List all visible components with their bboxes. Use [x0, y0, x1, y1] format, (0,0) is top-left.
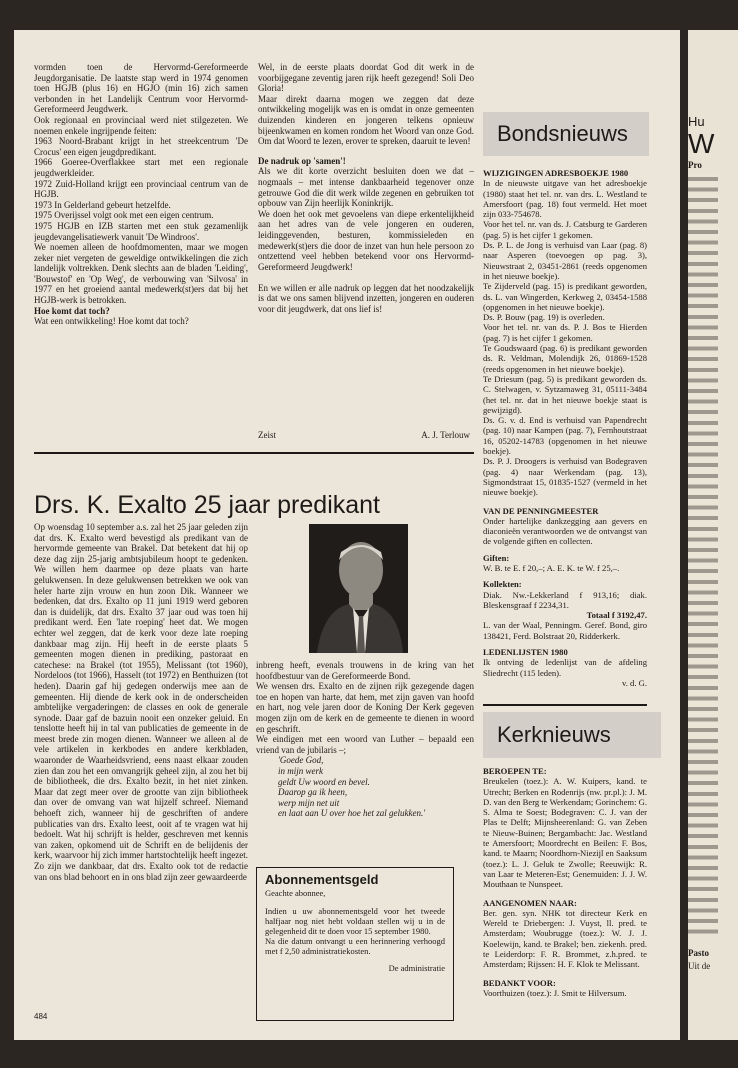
poem-line: Daarop ga ik heen, [278, 787, 348, 798]
article-title: Drs. K. Exalto 25 jaar predikant [34, 491, 380, 519]
bondsnieuws-column [483, 168, 647, 698]
bonds-heading-3: Giften: [483, 552, 510, 563]
bonds-heading-6: LEDENLIJSTEN 1980 [483, 647, 568, 658]
bonds-text-2: Onder hartelijke dankzegging aan gevers en diaconieën verantwoorden we de ontvangst van de volgende giften en collecten. [483, 515, 647, 547]
next-page-text [688, 174, 718, 934]
kerknieuws-title: Kerknieuws [497, 722, 611, 747]
kerk-heading-1: BEROEPEN TE: [483, 766, 547, 776]
sign-right: A. J. Terlouw [421, 430, 470, 440]
top-col2-heading: De nadruk op 'samen'! [258, 155, 346, 166]
bondsnieuws-box [483, 112, 649, 156]
poem-line: geldt Uw woord en bevel. [278, 776, 370, 787]
next-page-title: W [688, 128, 715, 159]
kerk-text-2: Ber. gen. syn. NHK tot directeur Kerk en Wereld te Driebergen: J. Vuyst, ll. pred. te Amsterdam; Woubrugge (toez.): W. J. J. Koelewijn, kand. te Brakel; ben. ziekenh. pred. te Leiderdorp: F. R. Brommet, z.h.pred. te Amsterdam; Rijssen: H. F. Klok te Melissant. [483, 907, 647, 970]
bonds-sign: v. d. G. [622, 677, 647, 688]
portrait-photo [309, 524, 408, 653]
next-page-last: Uit de [688, 961, 711, 971]
bonds-rule [483, 704, 647, 706]
article-column-2 [256, 660, 474, 860]
top-col2-text-b: Als we dit korte overzicht besluiten doen we dat – nogmaals – met intense dankbaarheid tegenover onze getrouwe God die dit werk wilde zegenen en gebruiken tot opbouw van Zijn heerlijk Koninkrijk. We doen het ook met gevoelens van diepe erkentelijkheid aan het adres van de vele jongeren en ouderen, leidinggevenden, besturen, kommissieleden en medewerk(st)ers die door de inzet van hun hele persoon zo ontzettend veel hebben betekend voor ons Hervormd-Gereformeerd Jeugdwerk! En we willen er alle nadruk op leggen dat het noodzakelijk is dat we ons samen blijvend inzetten, jongeren en ouderen voor dit jeugdwerk, dat ons lief is! [258, 166, 474, 315]
poem-line: in mijn werk [278, 765, 323, 776]
subscription-box [256, 867, 454, 1021]
kerknieuws-box [483, 712, 661, 758]
bonds-heading-4: Kollekten: [483, 579, 522, 590]
top-col1-last: Wat een ontwikkeling! Hoe komt dat toch? [34, 316, 189, 327]
bonds-total: Totaal f 3192,47. [586, 610, 647, 621]
kerk-text-1: Breukelen (toez.): A. W. Kuipers, kand. te Utrecht; Berken en Rodenrijs (nw. pr.pl.): J. M. D. van den Berg te Werkendam; Gorinchem: G. S. Alma te Soest; Bodegraven: C. J. van der Plas te Delft; Mijnsheerenland: G. van Zeben te Nieuw-Buinen; Bergambacht: Jac. Westland te Amersfoort; Moordrecht en Beilen: F. Bos, kand. te Maarn; Noordhorn-Niezijl en Saaksum (toez.): L. J. Geluk te Zwolle; Reeuwijk: R. van Laar te Meteren-Est; Genemuiden: J. J. W. Mouthaan te Nunspeet. [483, 776, 647, 890]
kerknieuws-column [483, 766, 647, 1016]
bonds-heading-2: VAN DE PENNINGMEESTER [483, 505, 599, 516]
poem-line: en laat aan U over hoe het zal gelukken.' [278, 808, 426, 819]
bonds-text-4: Diak. Nw.-Lekkerland f 913,16; diak. Bleskensgraaf f 2234,31. [483, 589, 647, 610]
bonds-text-1: In de nieuwste uitgave van het adresboekje (1980) staat het tel. nr. van drs. L. Westland te Amersfoort (pag. 18) fout vermeld. Het moet zijn 033-754678. Voor het tel. nr. van ds. J. Catsburg te Garderen (pag. 5) is het cijfer 1 gekomen. Ds. P. L. de Jong is verhuisd van Laar (pag. 8) naar Asperen (toevoegen op pag. 3), Nieuwstraat 2, 03451-2861 (reeds opgenomen in het nieuwe boekje). Te Zijderveld (pag. 15) is predikant geworden, ds. L. van Wingerden, Kerkweg 2, 03454-1588 (opgenomen in het nieuwe boekje). Ds. P. Bouw (pag. 19) is overleden. Voor het tel. nr. van ds. P. J. Bos te Hierden (pag. 7) is het cijfer 1 gekomen. Te Goudswaard (pag. 6) is predikant geworden ds. R. Veldman, Molendijk 26, 01869-1528 (reeds opgenomen in het nieuwe boekje). Te Driesum (pag. 5) is predikant geworden ds. C. Stelwagen, v. Sytzamaweg 31, 05111-3484 (het tel. nr. dat in het nieuwe boekje staat is gewijzigd). Ds. G. v. d. End is verhuisd van Papendrecht (pag. 10) naar Kampen (pag. 7), Fernhoutstraat 16, 05202-14783 (opgenomen in het nieuwe boekje). Ds. P. J. Droogers is verhuisd van Bodegraven (pag. 4) naar Werkendam (pag. 13), Sigmondstraat 15, 01835-1527 (vermeld in het nieuwe boekje). [483, 178, 647, 498]
bonds-heading-1: WIJZIGINGEN ADRESBOEKJE 1980 [483, 168, 629, 178]
top-column-2 [258, 62, 474, 426]
kerk-heading-2: AANGENOMEN NAAR: [483, 897, 577, 908]
subscription-sign: De administratie [388, 963, 445, 973]
kerk-text-3: Voorthuizen (toez.): J. Smit te Hilversum. [483, 987, 627, 998]
luther-poem [256, 755, 474, 819]
top-col1-heading: Hoe komt dat toch? [34, 305, 110, 316]
signature-line [258, 430, 474, 442]
bonds-text-6: Ik ontving de ledenlijst van de afdeling Sliedrecht (115 leden). [483, 657, 647, 678]
article-column-1 [34, 522, 248, 1010]
top-col2-text: Wel, in de eerste plaats doordat God dit werk in de voorbijgegane zeventig jaren rijk heeft gezegend! Soli Deo Gloria! Maar direkt daarna mogen we zeggen dat deze ontwikkeling mogelijk was en is omdat in onze gemeenten duizenden kinderen en jongeren telkens opnieuw bijeenkwamen en komen rondom het Woord van onze God. Om dat Woord te lezen, erover te spreken, daaruit te leven! [258, 62, 474, 147]
top-column-1 [34, 62, 248, 442]
article-col1-text: Op woensdag 10 september a.s. zal het 25 jaar geleden zijn dat drs. K. Exalto werd bevestigd als predikant van de hervormde gemeente van Brakel. Dat betekent dat hij op deze dag zijn 25-jarig ambtsjubileum hoopt te gedenken. We willen hem daarmee op deze plaats van harte gelukwensen. In deze gelukwensen betrekken we ook van heler harte zijn vrouw en hun zoon Dik. Wanneer we bedenken, dat drs. Exalto op 11 juni 1919 werd geboren dan is duidelijk, dat drs. Exalto 37 jaar oud was toen hij predikant werd. Een 'late roeping' heet dat. We mogen echter wel zeggen, dat de kerk voor deze late roeping dankbaar mag zijn. Hij heeft in de eerste plaats 5 gemeenten mogen dienen in prediking, pastoraat en catechese: na Brakel (tot 1955), Melissant (tot 1960), Nordeloos (tot 1966), Hasselt (tot 1972) en Benthuizen (tot heden). Daarin gaf hij gedegen onderwijs mee aan de gemeenten. Hij diende de kerk ook in de onderscheiden ambtelijke vergaderingen: de classes en ook de generale synode. Daar gaf de bazuin nooit een onzeker geluid. En tenslotte heeft hij in tal van publicaties de gemeente in de meest brede zin mogen dienen. Wanneer we alleen al de vele artikelen in kerkbodes en andere kerkbladen, waaronder de Waarheidsvriend, eens naast elkaar zouden zien dan zou het een omvangrijk geheel zijn, al zou het bij de bibliotheek, die drs. Exalto bezit, in het niet zinken. Maar dat zegt meer over de grootte van zijn bibliotheek dan over de omvang van wat hijzelf schreef. Niemand behoeft zich, wanneer hij de geschriften of andere publicaties van drs. Exalto leest, ooit af te vragen wat hij bedoelt. Wat hij schrijft is helder, geschreven met kennis van zaken, opkomend uit de Schrift en de belijdenis der kerk, waarvoor hij zich immer hartstochtelijk heeft ingezet. Zo zijn we dankbaar, dat drs. Exalto ook tot de redactie van ons blad behoort en in ons blad zijn zeer gewaardeerde [34, 522, 248, 882]
kerk-heading-3: BEDANKT VOOR: [483, 977, 556, 988]
next-page-header: Hu [688, 114, 705, 129]
next-page-label-2: Pasto [688, 948, 709, 958]
subscription-greeting: Geachte abonnee, [265, 888, 326, 898]
bonds-text-3: W. B. te E. f 20,–; A. E. K. te W. f 25,–. [483, 562, 620, 573]
subscription-title: Abonnementsgeld [265, 872, 379, 887]
next-page-edge [688, 30, 738, 1040]
next-page-label: Pro [688, 160, 702, 170]
page-number: 484 [34, 1012, 48, 1021]
subscription-body: Indien u uw abonnementsgeld voor het tweede halfjaar nog niet hebt voldaan stellen wij u in de gelegenheid dit te doen voor 15 september 1980. Na die datum ontvangt u een herinnering verhoogd met f 2,50 administratiekosten. [265, 906, 445, 956]
article-col2-text: inbreng heeft, evenals trouwens in de kring van het hoofdbestuur van de Gereformeerde Bond. We wensen drs. Exalto en de zijnen rijk gezegende dagen toe en hopen van harte, dat hem, met zijn gaven van hoofd en hart, nog vele jaren door de Koning Der Kerk gegeven mogen zijn om de kerk en de gemeente te dienen in woord en geschrift. We eindigen met een woord van Luther – bepaald een vriend van de jubilaris –; [256, 660, 474, 755]
bonds-text-5: L. van der Waal, Penningm. Geref. Bond, giro 138421, Ferd. Bolstraat 20, Ridderkerk. [483, 620, 647, 641]
poem-line: 'Goede God, [278, 755, 324, 766]
section-rule [34, 452, 474, 454]
bondsnieuws-title: Bondsnieuws [497, 121, 628, 146]
sign-left: Zeist [258, 430, 276, 440]
poem-line: werp mijn net uit [278, 797, 340, 808]
top-col1-text: vormden toen de Hervormd-Gereformeerde Jeugdorganisatie. De laatste stap werd in 1974 genomen toen HGJB (plus 16) en HGJO (min 16) zich samen verbonden in het Landelijk Centrum voor Hervormd-Gereformeerd Jeugdwerk. Ook regionaal en provinciaal werd niet stilgezeten. We noemen enkele ingrijpende feiten: 1963 Noord-Brabant krijgt in het streekcentrum 'De Crocus' een eigen jeugdpredikant. 1966 Goeree-Overflakkee start met een regionale jeugdwerkleider. 1972 Zuid-Holland krijgt een provinciaal centrum van de HGJB. 1973 In Gelderland gebeurt hetzelfde. 1975 Overijssel volgt ook met een eigen centrum. 1975 HGJB en IZB starten met een stuk gezamenlijk jeugdevangelisatiewerk vanuit 'De Windroos'. We noemen alleen de hoofdmomenten, maar we mogen zeker niet vergeten de geweldige ontwikkelingen die zich landelijk voltrekken. Denk slechts aan de bladen 'Leiding', 'Bouwstof' en 'Op Weg', de verbouwing van 'Silvosa' in 1977 en het groeiend aantal medewerk(st)ers dat bij het HGJB-werk is betrokken. [34, 62, 248, 306]
